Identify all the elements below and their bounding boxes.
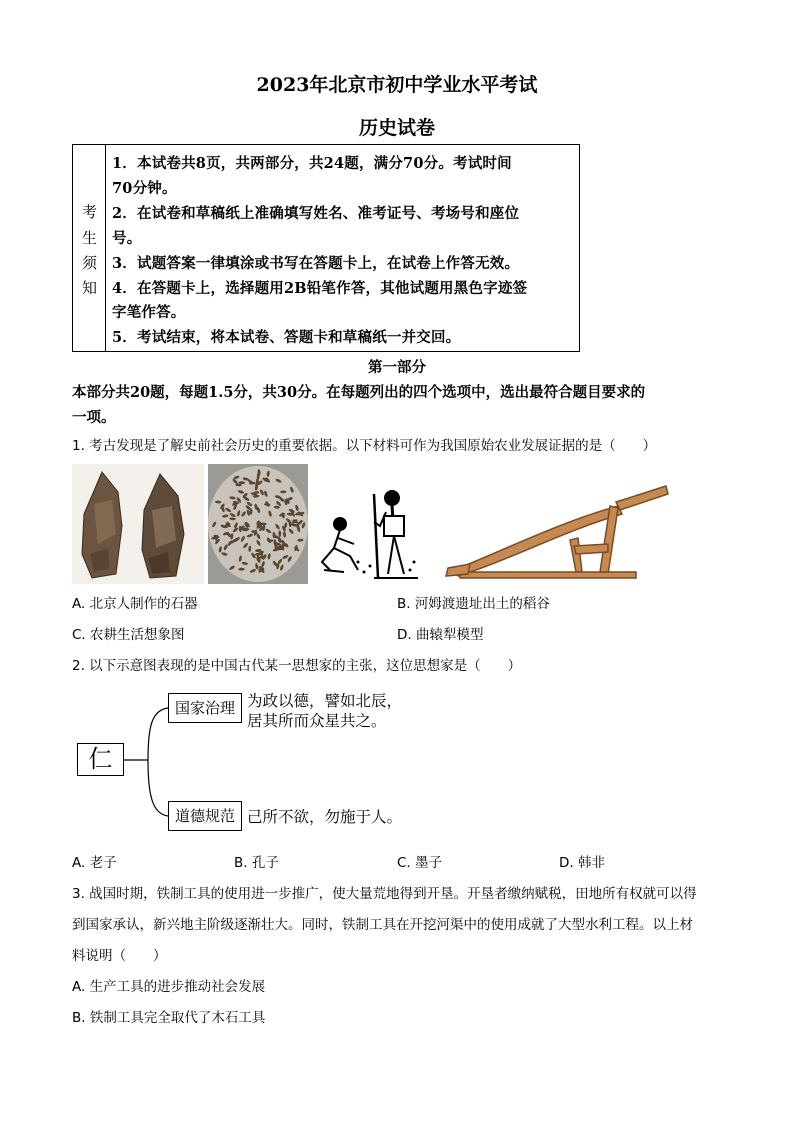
notice-line: 号。: [112, 230, 142, 247]
q1-option-a: A. 北京人制作的石器: [72, 596, 198, 612]
farming-scene-image: [314, 482, 424, 582]
diagram-center-box: 仁: [77, 743, 124, 776]
notice-label-char: 须: [81, 254, 97, 272]
q1-option-d: D. 曲辕犁模型: [397, 627, 484, 643]
notice-label-char: 生: [81, 229, 97, 247]
q2-option-d: D. 韩非: [559, 855, 605, 871]
q1-option-c: C. 农耕生活想象图: [72, 627, 185, 643]
q1-option-b: B. 河姆渡遗址出土的稻谷: [397, 596, 550, 612]
q2-option-c: C. 墨子: [397, 855, 443, 871]
diagram-quote-top: 为政以德，譬如北辰，: [247, 692, 403, 710]
part-intro: 一项。: [72, 409, 116, 426]
notice-line: 字笔作答。: [112, 304, 186, 321]
rice-grains-image: [208, 464, 308, 584]
exam-subtitle: 历史试卷: [358, 117, 435, 139]
q2-option-a: A. 老子: [72, 855, 117, 871]
stone-tools-image: [72, 464, 204, 584]
diagram-quote-bottom: 己所不欲，勿施于人。: [247, 808, 403, 826]
notice-label-char: 考: [81, 203, 97, 221]
notice-line: 2．在试卷和草稿纸上准确填写姓名、准考证号、考场号和座位: [112, 205, 520, 222]
q2-option-b: B. 孔子: [234, 855, 279, 871]
notice-label-char: 知: [81, 279, 97, 297]
notice-line: 70分钟。: [112, 180, 177, 197]
notice-line: 1．本试卷共8页，共两部分，共24题，满分70分。考试时间: [112, 155, 512, 172]
question-3-stem: 3. 战国时期，铁制工具的使用进一步推广，使大量荒地得到开垦。开垦者缴纳赋税，田地所有权就可以得: [72, 886, 697, 902]
q3-option-a: A. 生产工具的进步推动社会发展: [72, 979, 266, 995]
question-3-stem: 到国家承认，新兴地主阶级逐渐壮大。同时，铁制工具在开挖河渠中的使用成就了大型水利工程。以上材: [72, 917, 693, 933]
question-3-stem: 料说明（ ）: [72, 948, 167, 964]
diagram-quote-top: 居其所而众星共之。: [247, 712, 387, 730]
question-1-stem: 1. 考古发现是了解史前社会历史的重要依据。以下材料可作为我国原始农业发展证据的是（ ）: [72, 438, 657, 454]
diagram-branch-top: 国家治理: [168, 693, 242, 723]
notice-line: 4．在答题卡上，选择题用2B铅笔作答，其他试题用黑色字迹签: [112, 280, 528, 297]
notice-label: [73, 145, 106, 351]
q3-option-b: B. 铁制工具完全取代了木石工具: [72, 1010, 266, 1026]
curved-plow-image: [440, 482, 672, 580]
notice-line: 5．考试结束，将本试卷、答题卡和草稿纸一并交回。: [112, 329, 461, 346]
part-intro: 本部分共20题，每题1.5分，共30分。在每题列出的四个选项中，选出最符合题目要求的: [72, 384, 646, 401]
exam-title: 2023年北京市初中学业水平考试: [256, 74, 538, 96]
part-heading: 第一部分: [368, 359, 426, 376]
notice-line: 3．试题答案一律填涂或书写在答题卡上，在试卷上作答无效。: [112, 255, 520, 272]
question-2-stem: 2. 以下示意图表现的是中国古代某一思想家的主张，这位思想家是（ ）: [72, 658, 522, 674]
diagram-branch-bottom: 道德规范: [168, 801, 242, 831]
